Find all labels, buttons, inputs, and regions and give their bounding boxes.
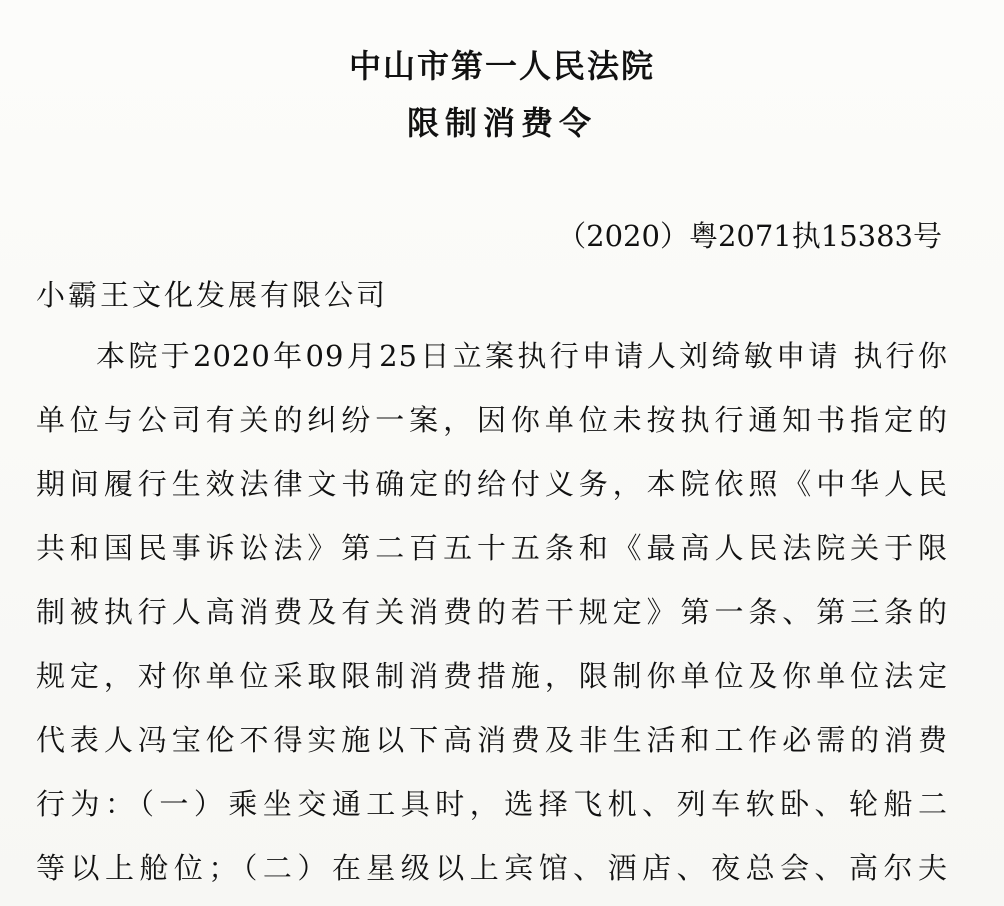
- body-paragraph-line: 规定，对你单位采取限制消费措施，限制你单位及你单位法定: [36, 659, 948, 693]
- body-paragraph-line: 本院于2020年09月25日立案执行申请人刘绮敏申请 执行你: [96, 339, 948, 373]
- body-paragraph-line: 期间履行生效法律文书确定的给付义务，本院依照《中华人民: [36, 467, 948, 501]
- document-title: 限制消费令: [406, 104, 597, 142]
- body-paragraph-line: 行为：（一）乘坐交通工具时，选择飞机、列车软卧、轮船二: [36, 787, 948, 821]
- case-number: （2020）粤2071执15383号: [557, 219, 942, 253]
- body-paragraph-line: 单位与公司有关的纠纷一案，因你单位未按执行通知书指定的: [36, 403, 948, 437]
- recipient-name: 小霸王文化发展有限公司: [36, 278, 389, 312]
- body-paragraph-line: 共和国民事诉讼法》第二百五十五条和《最高人民法院关于限: [36, 531, 948, 565]
- court-name: 中山市第一人民法院: [348, 47, 655, 85]
- body-paragraph-line: 制被执行人高消费及有关消费的若干规定》第一条、第三条的: [36, 595, 948, 629]
- body-paragraph-line: 等以上舱位；（二）在星级以上宾馆、酒店、夜总会、高尔夫: [36, 851, 948, 885]
- body-paragraph-line: 代表人冯宝伦不得实施以下高消费及非生活和工作必需的消费: [36, 723, 948, 757]
